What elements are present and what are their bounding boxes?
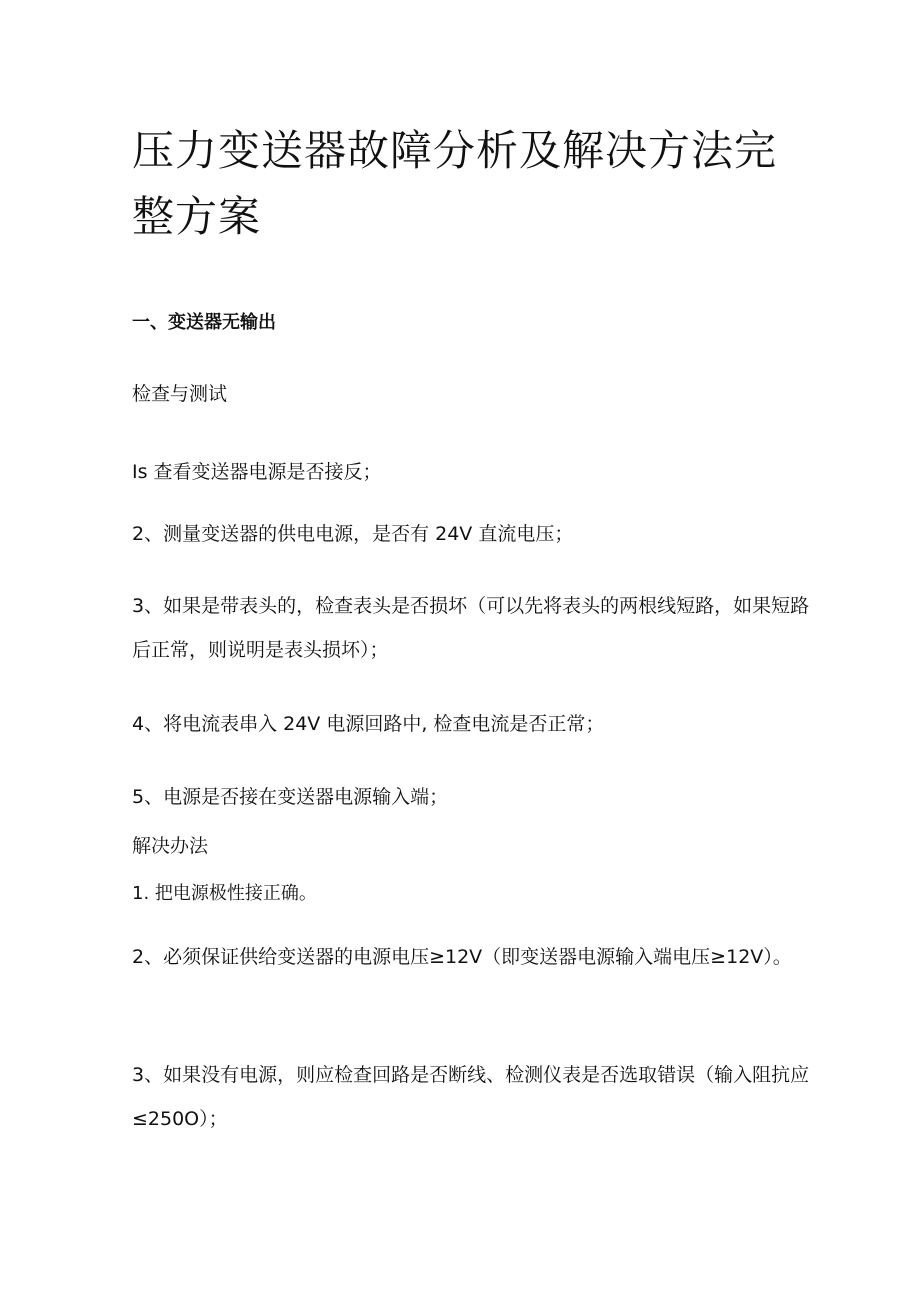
section-heading: 一、变送器无输出 <box>132 312 276 333</box>
check-item-2: 2、测量变送器的供电电源，是否有 24V 直流电压； <box>132 523 574 545</box>
solution-heading: 解决办法 <box>132 835 209 857</box>
solution-item-3: 3、如果没有电源，则应检查回路是否断线、检测仪表是否选取错误（输入阻抗应≤250O）； <box>132 1064 810 1130</box>
solution-item-2: 2、必须保证供给变送器的电源电压≥12V（即变送器电源输入端电压≥12V）。 <box>132 946 792 968</box>
check-heading: 检查与测试 <box>132 383 228 405</box>
check-item-4: 4、将电流表串入 24V 电源回路中, 检查电流是否正常； <box>132 713 605 735</box>
solution-item-1: 1. 把电源极性接正确。 <box>132 883 317 904</box>
check-item-1: Is 查看变送器电源是否接反； <box>132 461 382 483</box>
check-item-5: 5、电源是否接在变送器电源输入端； <box>132 786 449 808</box>
document-title: 压力变送器故障分析及解决方法完整方案 <box>132 126 778 241</box>
check-item-3: 3、如果是带表头的，检查表头是否损坏（可以先将表头的两根线短路，如果短路后正常，则说明是表头损坏）； <box>132 595 810 661</box>
